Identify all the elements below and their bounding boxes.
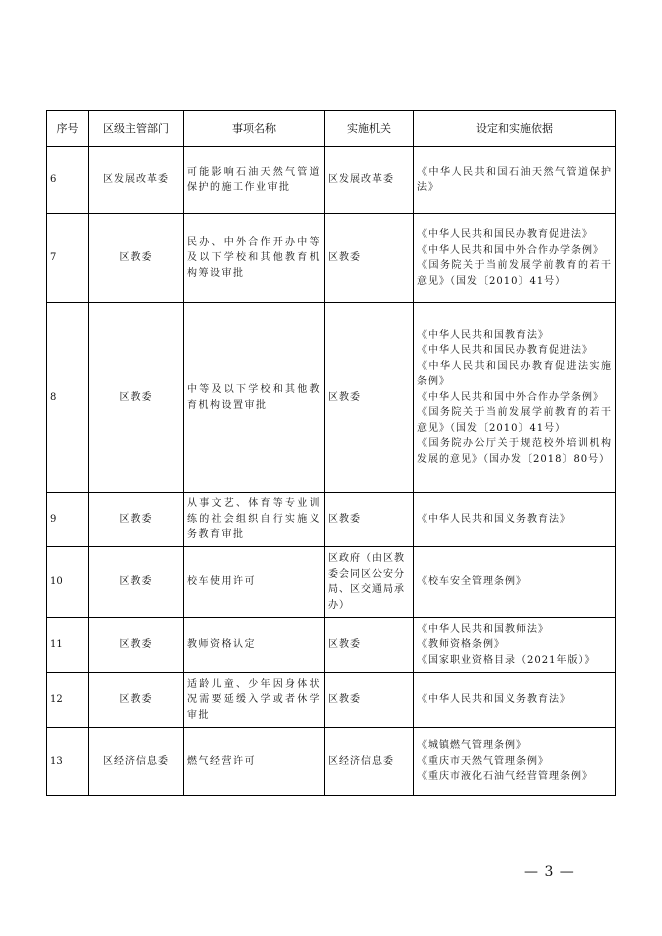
legal-basis-entry: 《教师资格条例》 bbox=[417, 639, 505, 651]
row-legal-basis bbox=[414, 618, 616, 673]
row-legal-basis bbox=[414, 673, 616, 728]
row-implementing-agency: 区发展改革委 bbox=[325, 147, 414, 214]
table-body bbox=[47, 147, 616, 796]
row-implementing-agency: 区教委 bbox=[325, 214, 414, 303]
row-legal-basis bbox=[414, 493, 616, 547]
table-row bbox=[47, 547, 616, 618]
row-legal-basis bbox=[414, 547, 616, 618]
legal-basis-entry: 《中华人民共和国石油天然气管道保护法》 bbox=[417, 166, 612, 193]
legal-basis-entry: 《中华人民共和国民办教育促进法》 bbox=[417, 229, 593, 240]
header-legal-basis: 设定和实施依据 bbox=[414, 111, 616, 147]
page-number: — 3 — bbox=[524, 864, 575, 880]
row-item-name: 校车使用许可 bbox=[184, 547, 325, 618]
row-implementing-agency: 区经济信息委 bbox=[325, 728, 414, 796]
table-row bbox=[47, 303, 616, 493]
row-legal-basis bbox=[414, 728, 616, 796]
table-row bbox=[47, 618, 616, 673]
row-district-department: 区发展改革委 bbox=[89, 147, 184, 214]
legal-basis-entry: 《中华人民共和国中外合作办学条例》 bbox=[417, 244, 604, 256]
legal-basis-entry: 《重庆市天然气管理条例》 bbox=[417, 755, 549, 767]
row-item-name: 适龄儿童、少年因身体状况需要延缓入学或者休学审批 bbox=[184, 673, 325, 728]
legal-basis-entry: 《国务院关于当前发展学前教育的若干意见》（国发〔2010〕41号） bbox=[417, 407, 612, 434]
row-district-department: 区教委 bbox=[89, 547, 184, 618]
row-serial-number: 7 bbox=[47, 214, 89, 303]
row-item-name: 可能影响石油天然气管道保护的施工作业审批 bbox=[184, 147, 325, 214]
legal-basis-entry: 《中华人民共和国民办教育促进法实施条例》 bbox=[417, 360, 612, 388]
legal-basis-entry: 《中华人民共和国中外合作办学条例》 bbox=[417, 391, 604, 403]
table-row bbox=[47, 728, 616, 796]
legal-basis-entry: 《中华人民共和国义务教育法》 bbox=[417, 513, 571, 525]
approval-items-table bbox=[46, 110, 616, 796]
legal-basis-entry: 《重庆市液化石油气经营管理条例》 bbox=[417, 771, 593, 783]
row-legal-basis bbox=[414, 214, 616, 303]
row-item-name: 燃气经营许可 bbox=[184, 728, 325, 796]
row-district-department: 区教委 bbox=[89, 618, 184, 673]
row-implementing-agency: 区教委 bbox=[325, 303, 414, 493]
row-implementing-agency: 区政府（由区教委会同区公安分局、区交通局承办） bbox=[325, 547, 414, 618]
row-district-department: 区教委 bbox=[89, 303, 184, 493]
header-serial-number: 序号 bbox=[47, 111, 89, 147]
row-serial-number: 10 bbox=[47, 547, 89, 618]
table-row bbox=[47, 493, 616, 547]
row-serial-number: 11 bbox=[47, 618, 89, 673]
row-legal-basis bbox=[414, 147, 616, 214]
row-item-name: 教师资格认定 bbox=[184, 618, 325, 673]
row-district-department: 区教委 bbox=[89, 493, 184, 547]
table-row bbox=[47, 214, 616, 303]
legal-basis-entry: 《国家职业资格目录（2021年版）》 bbox=[417, 654, 596, 666]
row-item-name: 中等及以下学校和其他教育机构设置审批 bbox=[184, 303, 325, 493]
table-row bbox=[47, 673, 616, 728]
row-implementing-agency: 区教委 bbox=[325, 493, 414, 547]
row-serial-number: 6 bbox=[47, 147, 89, 214]
header-item-name: 事项名称 bbox=[184, 111, 325, 147]
row-item-name: 从事文艺、体育等专业训练的社会组织自行实施义务教育审批 bbox=[184, 493, 325, 547]
row-district-department: 区教委 bbox=[89, 673, 184, 728]
table-header-row bbox=[47, 111, 616, 147]
legal-basis-entry: 《国务院关于当前发展学前教育的若干意见》（国发〔2010〕41号） bbox=[417, 260, 612, 287]
header-implementing-agency: 实施机关 bbox=[325, 111, 414, 147]
row-serial-number: 12 bbox=[47, 673, 89, 728]
legal-basis-entry: 《校车安全管理条例》 bbox=[417, 576, 527, 588]
row-serial-number: 8 bbox=[47, 303, 89, 493]
legal-basis-entry: 《中华人民共和国教师法》 bbox=[417, 623, 549, 635]
header-district-department: 区级主管部门 bbox=[89, 111, 184, 147]
row-district-department: 区经济信息委 bbox=[89, 728, 184, 796]
legal-basis-entry: 《国务院办公厅关于规范校外培训机构发展的意见》（国办发〔2018〕80号） bbox=[417, 438, 612, 465]
row-item-name: 民办、中外合作开办中等及以下学校和其他教育机构筹设审批 bbox=[184, 214, 325, 303]
table-row bbox=[47, 147, 616, 214]
row-district-department: 区教委 bbox=[89, 214, 184, 303]
row-implementing-agency: 区教委 bbox=[325, 618, 414, 673]
row-serial-number: 9 bbox=[47, 493, 89, 547]
legal-basis-entry: 《中华人民共和国教育法》 bbox=[417, 329, 549, 341]
legal-basis-entry: 《中华人民共和国民办教育促进法》 bbox=[417, 345, 593, 357]
legal-basis-entry: 《中华人民共和国义务教育法》 bbox=[417, 694, 571, 706]
row-implementing-agency: 区教委 bbox=[325, 673, 414, 728]
legal-basis-entry: 《城镇燃气管理条例》 bbox=[417, 740, 527, 752]
row-legal-basis bbox=[414, 303, 616, 493]
row-serial-number: 13 bbox=[47, 728, 89, 796]
